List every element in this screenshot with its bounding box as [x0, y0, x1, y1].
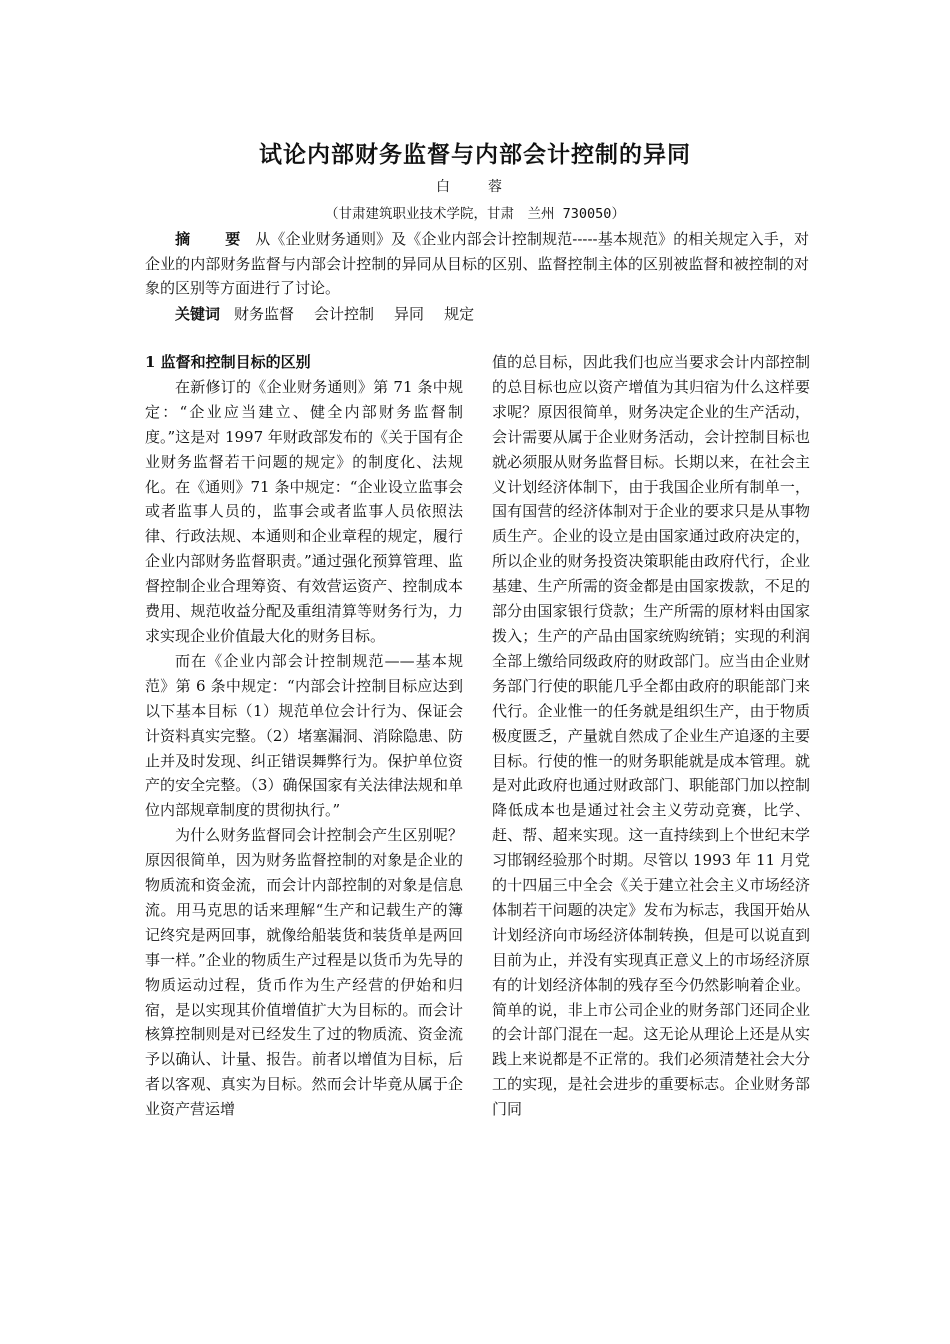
keywords-label: 关键词 — [175, 305, 221, 323]
body-paragraph: 值的总目标，因此我们也应当要求会计内部控制的总目标也应以资产增值为其归宿为什么这样要求呢？原因很简单，财务决定企业的生产活动，会计需要从属于企业财务活动，会计控制目标也就必须服从财务监督目标。长期以来，在社会主义计划经济体制下，由于我国企业所有制单一，国有国营的经济体制对于企业的要求只是从事物质生产。企业的设立是由国家通过政府决定的，所以企业的财务投资决策职能由政府代行，企业基建、生产所需的资金都是由国家拨款，不足的部分由国家银行贷款；生产所需的原材料由国家拨入；生产的产品由国家统购统销；实现的利润全部上缴给同级政府的财政部门。应当由企业财务部门行使的职能几乎全都由政府的职能部门来代行。企业惟一的任务就是组织生产，由于物质极度匮乏，产量就自然成了企业生产追逐的主要目标。行使的惟一的财务职能就是成本管理。就是对此政府也通过财政部门、职能部门加以控制降低成本也是通过社会主义劳动竞赛，比学、赶、帮、超来实现。这一直持续到上个世纪末学习邯钢经验那个时期。尽管以 1993 年 11 月党的十四届三中全会《关于建立社会主义市场经济体制若干问题的决定》发布为标志，我国开始从计划经济向市场经济体制转换，但是可以说直到目前为止，并没有实现真正意义上的市场经济原有的计划经济体制的残存至今仍然影响着企业。简单的说，非上市公司企业的财务部门还同企业的会计部门混在一起。这无论从理论上还是从实践上来说都是不正常的。我们必须清楚社会大分工的实现，是社会进步的重要标志。企业财务部门同 — [492, 353, 810, 1119]
author-name: 白 蓉 — [436, 179, 514, 195]
keyword: 财务监督 — [234, 305, 295, 323]
body-paragraph: 在新修订的《企业财务通则》第 71 条中规定：“企业应当建立、健全内部财务监督制度。”这是对 1997 年财政部发布的《关于国有企业财务监督若干问题的规定》的制度化、法规化。在《通则》71 条中规定：“企业设立监事会或者监事人员的，监事会或者监事人员依照法律、行政法规、本通则和企业章程的规定，履行企业内部财务监督职责。”通过强化预算管理、监督控制企业合理筹资、有效营运资产、控制成本费用、规范收益分配及重组清算等财务行为，力求实现企业价值最大化的财务目标。 — [145, 377, 463, 645]
paper-title: 试论内部财务监督与内部会计控制的异同 — [259, 141, 691, 168]
body-paragraph: 而在《企业内部会计控制规范——基本规范》第 6 条中规定：“内部会计控制目标应达到以下基本目标（1）规范单位会计行为、保证会计资料真实完整。（2）堵塞漏洞、消除隐患、防止并及时发现、纠正错误舞弊行为。保护单位资产的安全完整。（3）确保国家有关法律法规和单位内部规章制度的贯彻执行。” — [145, 651, 463, 820]
left-column — [145, 350, 463, 1122]
keywords — [145, 302, 809, 326]
abstract — [145, 227, 809, 301]
keyword: 异同 — [394, 305, 425, 323]
author-affiliation: （甘肃建筑职业技术学院，甘肃 兰州 730050） — [325, 206, 625, 222]
abstract-text: 从《企业财务通则》及《企业内部会计控制规范-----基本规范》的相关规定入手，对企业的内部财务监督与内部会计控制的异同从目标的区别、监督控制主体的区别被监督和被控制的对象的区别等方面进行了讨论。 — [145, 230, 809, 297]
abstract-label: 摘 要 — [175, 230, 251, 248]
right-column — [492, 350, 810, 1122]
section-heading: 1 监督和控制目标的区别 — [145, 353, 311, 371]
keyword: 规定 — [444, 305, 475, 323]
body-paragraph: 为什么财务监督同会计控制会产生区别呢？原因很简单，因为财务监督控制的对象是企业的物质流和资金流，而会计内部控制的对象是信息流。用马克思的话来理解“生产和记载生产的簿记终究是两回事，就像给船装货和装货单是两回事一样。”企业的物质生产过程是以货币为先导的物质运动过程，货币作为生产经营的伊始和归宿，是以实现其价值增值扩大为目标的。而会计核算控制则是对已经发生了过的物质流、资金流予以确认、计量、报告。前者以增值为目标，后者以客观、真实为目标。然而会计毕竟从属于企业资产营运增 — [145, 826, 463, 1119]
keyword: 会计控制 — [314, 305, 375, 323]
